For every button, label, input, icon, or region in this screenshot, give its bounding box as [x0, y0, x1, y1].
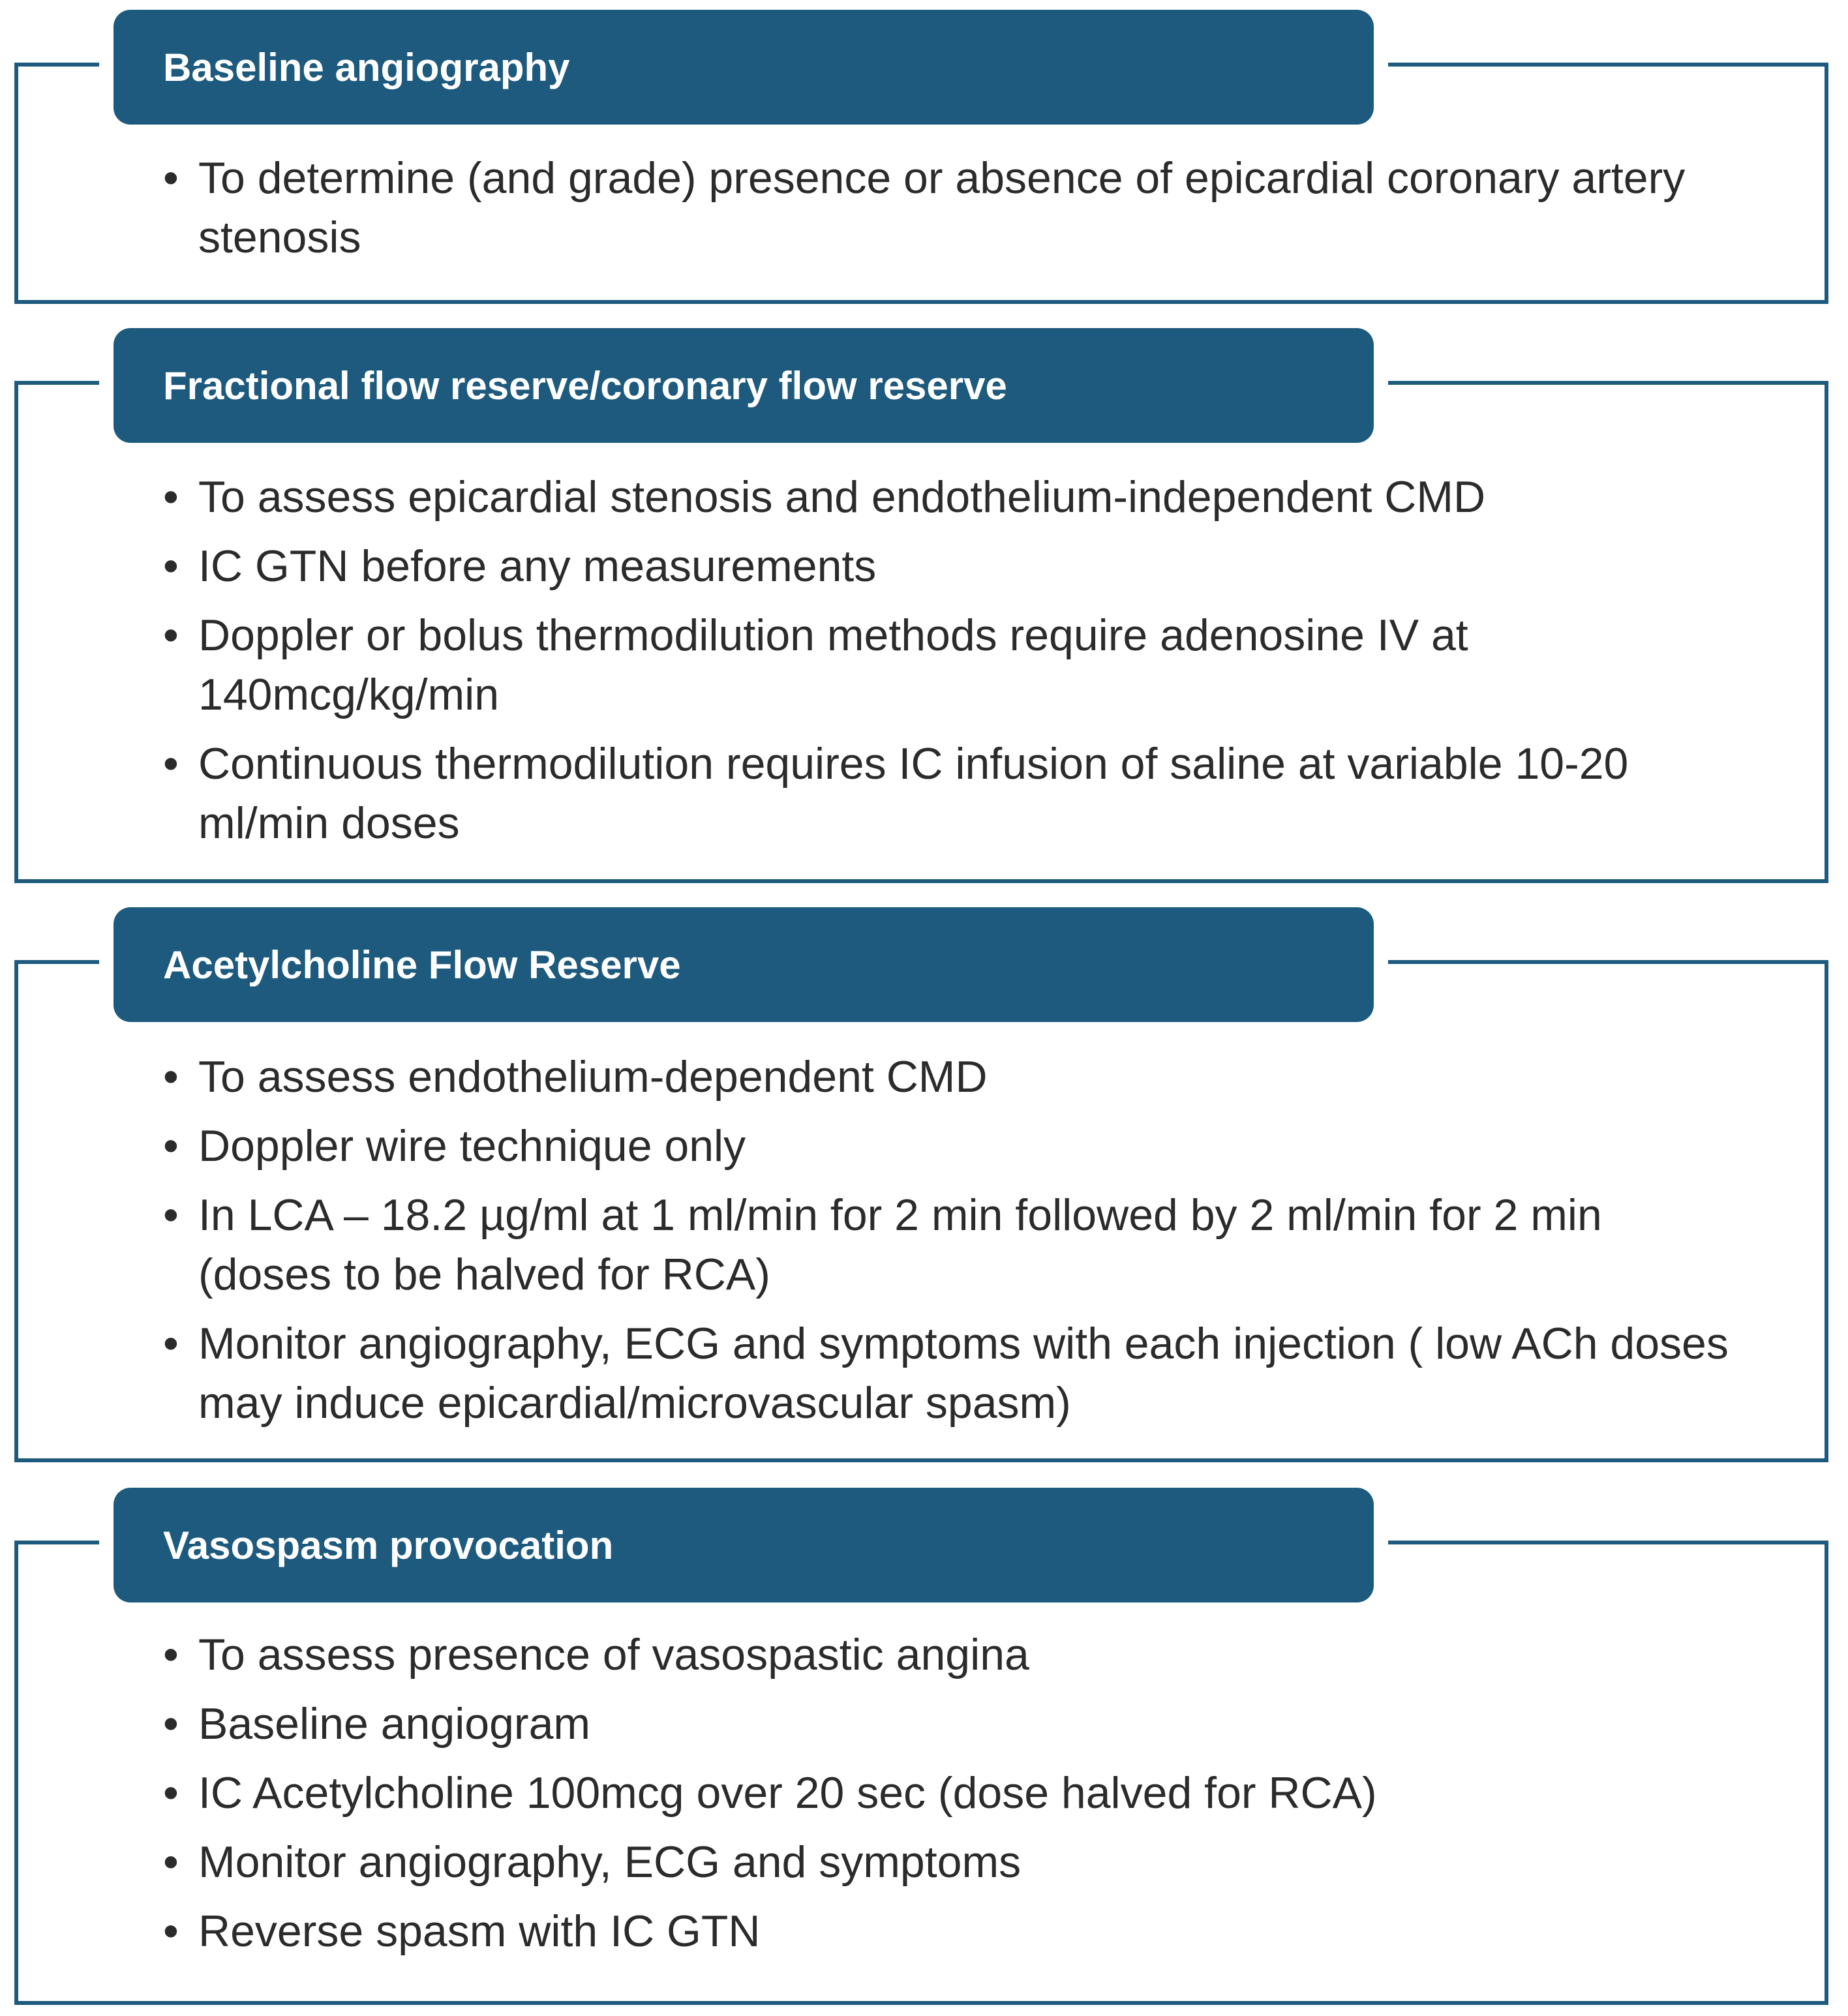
bullet-list	[163, 468, 1729, 863]
section-title: Acetylcholine Flow Reserve	[163, 942, 681, 987]
bullet-item: • Baseline angiogram	[163, 1694, 1729, 1754]
bullet-item: • Doppler wire technique only	[163, 1117, 1729, 1176]
section-header	[114, 10, 1374, 125]
bullet-list	[163, 1625, 1729, 1971]
bullet-item: • Monitor angiography, ECG and symptoms with each injection ( low ACh doses may induce epicardial/microvascular spasm)	[163, 1314, 1729, 1433]
bullet-item: • Continuous thermodilution requires IC infusion of saline at variable 10-20 ml/min doses	[163, 734, 1729, 853]
section-title: Baseline angiography	[163, 45, 570, 89]
section-header	[114, 907, 1374, 1022]
section-header	[114, 328, 1374, 443]
bullet-item: • Monitor angiography, ECG and symptoms	[163, 1833, 1729, 1892]
section-title: Vasospasm provocation	[163, 1523, 614, 1567]
bullet-item: • Reverse spasm with IC GTN	[163, 1902, 1729, 1961]
bullet-item: • IC Acetylcholine 100mcg over 20 sec (dose halved for RCA)	[163, 1764, 1729, 1823]
bullet-item: • Doppler or bolus thermodilution methods require adenosine IV at 140mcg/kg/min	[163, 606, 1729, 725]
bullet-list	[163, 1047, 1729, 1443]
section-title: Fractional flow reserve/coronary flow reserve	[163, 363, 1007, 408]
bullet-item: • In LCA – 18.2 µg/ml at 1 ml/min for 2 min followed by 2 ml/min for 2 min (doses to be halved for RCA)	[163, 1186, 1729, 1304]
bullet-item: • To determine (and grade) presence or absence of epicardial coronary artery stenosis	[163, 149, 1729, 267]
section-header	[114, 1488, 1374, 1602]
bullet-item: • To assess presence of vasospastic angina	[163, 1625, 1729, 1685]
bullet-item: • To assess epicardial stenosis and endothelium-independent CMD	[163, 468, 1729, 527]
bullet-item: • To assess endothelium-dependent CMD	[163, 1047, 1729, 1107]
bullet-list	[163, 149, 1729, 277]
bullet-item: • IC GTN before any measurements	[163, 537, 1729, 596]
